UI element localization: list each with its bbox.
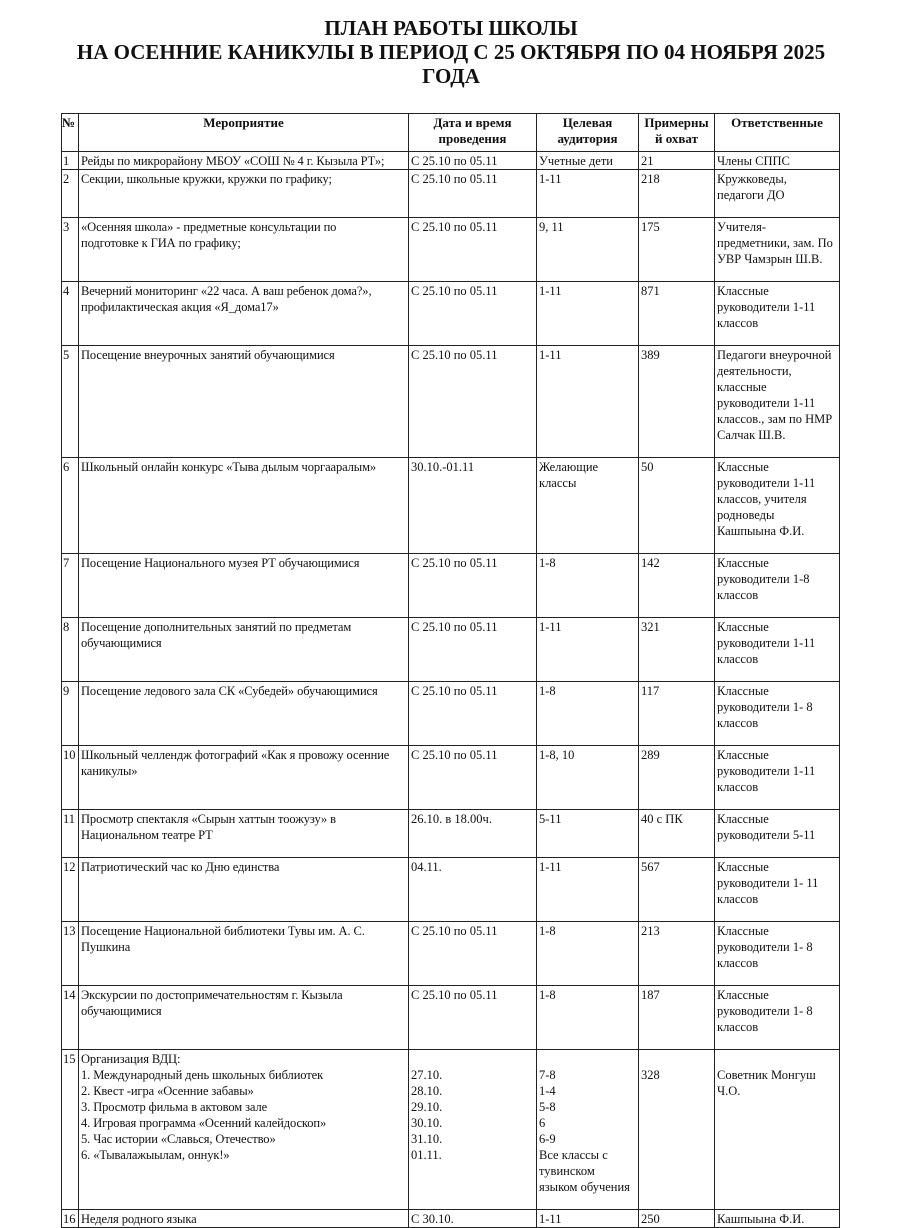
reach-cell: 50 bbox=[639, 458, 715, 554]
table-row bbox=[62, 922, 840, 986]
row-number: 14 bbox=[62, 986, 79, 1050]
table-row bbox=[62, 152, 840, 170]
row-number: 1 bbox=[62, 152, 79, 170]
reach-cell: 218 bbox=[639, 170, 715, 218]
audience-cell: 1-11 bbox=[537, 618, 639, 682]
event-cell: Экскурсии по достопримечательностям г. Кызыла обучающимися bbox=[79, 986, 409, 1050]
audience-cell: 7-8 1-4 5-8 6 6-9 Все классы с тувинском языком обучения bbox=[537, 1050, 639, 1210]
event-cell: «Осенняя школа» - предметные консультации по подготовке к ГИА по графику; bbox=[79, 218, 409, 282]
reach-cell: 328 bbox=[639, 1050, 715, 1210]
responsible-cell: Классные руководители 1- 8 классов bbox=[715, 922, 840, 986]
event-cell: Посещение внеурочных занятий обучающимися bbox=[79, 346, 409, 458]
row-number: 2 bbox=[62, 170, 79, 218]
date-cell: С 25.10 по 05.11 bbox=[409, 218, 537, 282]
responsible-cell: Классные руководители 1- 11 классов bbox=[715, 858, 840, 922]
audience-cell: 5-11 bbox=[537, 810, 639, 858]
responsible-cell: Классные руководители 1-11 классов, учителя родноведы Кашпыына Ф.И. bbox=[715, 458, 840, 554]
date-cell: С 25.10 по 05.11 bbox=[409, 170, 537, 218]
document-title bbox=[0, 16, 902, 88]
header-number: № bbox=[62, 114, 79, 152]
row-number: 11 bbox=[62, 810, 79, 858]
row-number: 9 bbox=[62, 682, 79, 746]
date-cell: С 25.10 по 05.11 bbox=[409, 922, 537, 986]
row-number: 3 bbox=[62, 218, 79, 282]
table-row bbox=[62, 618, 840, 682]
table-row bbox=[62, 858, 840, 922]
title-line-2: НА ОСЕННИЕ КАНИКУЛЫ В ПЕРИОД С 25 ОКТЯБРЯ ПО 04 НОЯБРЯ 2025 bbox=[76, 40, 826, 64]
date-cell: С 25.10 по 05.11 bbox=[409, 986, 537, 1050]
audience-cell: Желающие классы bbox=[537, 458, 639, 554]
table-row bbox=[62, 810, 840, 858]
date-cell: С 25.10 по 05.11 bbox=[409, 618, 537, 682]
audience-cell: 1-8 bbox=[537, 922, 639, 986]
audience-cell: 1-11 bbox=[537, 858, 639, 922]
responsible-cell: Классные руководители 5-11 bbox=[715, 810, 840, 858]
reach-cell: 187 bbox=[639, 986, 715, 1050]
date-cell: С 25.10 по 05.11 bbox=[409, 554, 537, 618]
date-cell: 26.10. в 18.00ч. bbox=[409, 810, 537, 858]
header-audience: Целевая аудитория bbox=[537, 114, 639, 152]
table-row bbox=[62, 746, 840, 810]
audience-cell: 1-11 bbox=[537, 346, 639, 458]
row-number: 5 bbox=[62, 346, 79, 458]
responsible-cell: Советник Монгуш Ч.О. bbox=[715, 1050, 840, 1210]
date-cell: С 25.10 по 05.11 bbox=[409, 346, 537, 458]
table-row bbox=[62, 282, 840, 346]
table-row bbox=[62, 1210, 840, 1228]
audience-cell: 1-11 bbox=[537, 282, 639, 346]
row-number: 6 bbox=[62, 458, 79, 554]
responsible-cell: Классные руководители 1-11 классов bbox=[715, 282, 840, 346]
responsible-cell: Классные руководители 1- 8 классов bbox=[715, 682, 840, 746]
event-cell: Посещение Национального музея РТ обучающимися bbox=[79, 554, 409, 618]
event-cell: Посещение Национальной библиотеки Тувы им. А. С. Пушкина bbox=[79, 922, 409, 986]
reach-cell: 871 bbox=[639, 282, 715, 346]
row-number: 16 bbox=[62, 1210, 79, 1228]
header-reach: Примерны й охват bbox=[639, 114, 715, 152]
audience-cell: 1-8 bbox=[537, 554, 639, 618]
date-cell: С 30.10. bbox=[409, 1210, 537, 1228]
responsible-cell: Классные руководители 1-11 классов bbox=[715, 618, 840, 682]
row-number: 15 bbox=[62, 1050, 79, 1210]
reach-cell: 250 bbox=[639, 1210, 715, 1228]
event-cell: Рейды по микрорайону МБОУ «СОШ № 4 г. Кызыла РТ»; bbox=[79, 152, 409, 170]
audience-cell: 1-8 bbox=[537, 682, 639, 746]
audience-cell: 1-8, 10 bbox=[537, 746, 639, 810]
event-cell: Вечерний мониторинг «22 часа. А ваш ребенок дома?», профилактическая акция «Я_дома17» bbox=[79, 282, 409, 346]
event-cell: Неделя родного языка bbox=[79, 1210, 409, 1228]
reach-cell: 21 bbox=[639, 152, 715, 170]
title-line-1: ПЛАН РАБОТЫ ШКОЛЫ bbox=[324, 16, 578, 40]
event-cell: Патриотический час ко Дню единства bbox=[79, 858, 409, 922]
reach-cell: 117 bbox=[639, 682, 715, 746]
reach-cell: 389 bbox=[639, 346, 715, 458]
responsible-cell: Кашпыына Ф.И. bbox=[715, 1210, 840, 1228]
table-row bbox=[62, 458, 840, 554]
row-number: 4 bbox=[62, 282, 79, 346]
date-cell: 27.10. 28.10. 29.10. 30.10. 31.10. 01.11. bbox=[409, 1050, 537, 1210]
reach-cell: 175 bbox=[639, 218, 715, 282]
event-cell: Организация ВДЦ: 1. Международный день школьных библиотек 2. Квест -игра «Осенние забавы» 3. Просмотр фильма в актовом зале 4. Игровая программа «Осенний калейдоскоп» 5. Час истории «Славься, Отечество» 6. «Тывалажыылам, оннук!» bbox=[79, 1050, 409, 1210]
event-cell: Секции, школьные кружки, кружки по графику; bbox=[79, 170, 409, 218]
responsible-cell: Классные руководители 1-11 классов bbox=[715, 746, 840, 810]
event-cell: Посещение ледового зала СК «Субедей» обучающимися bbox=[79, 682, 409, 746]
table-row bbox=[62, 218, 840, 282]
header-event: Мероприятие bbox=[79, 114, 409, 152]
date-cell: 04.11. bbox=[409, 858, 537, 922]
reach-cell: 40 с ПК bbox=[639, 810, 715, 858]
plan-table bbox=[61, 113, 840, 1228]
row-number: 7 bbox=[62, 554, 79, 618]
row-number: 13 bbox=[62, 922, 79, 986]
responsible-cell: Классные руководители 1- 8 классов bbox=[715, 986, 840, 1050]
table-row bbox=[62, 1050, 840, 1210]
event-cell: Посещение дополнительных занятий по предметам обучающимися bbox=[79, 618, 409, 682]
row-number: 8 bbox=[62, 618, 79, 682]
date-cell: С 25.10 по 05.11 bbox=[409, 746, 537, 810]
table-row bbox=[62, 346, 840, 458]
header-responsible: Ответственные bbox=[715, 114, 840, 152]
title-line-3: ГОДА bbox=[422, 64, 480, 88]
audience-cell: 1-11 bbox=[537, 170, 639, 218]
responsible-cell: Учителя- предметники, зам. По УВР Чамзрын Ш.В. bbox=[715, 218, 840, 282]
responsible-cell: Члены СППС bbox=[715, 152, 840, 170]
date-cell: 30.10.-01.11 bbox=[409, 458, 537, 554]
table-row bbox=[62, 554, 840, 618]
reach-cell: 567 bbox=[639, 858, 715, 922]
row-number: 10 bbox=[62, 746, 79, 810]
table-row bbox=[62, 986, 840, 1050]
audience-cell: 1-8 bbox=[537, 986, 639, 1050]
date-cell: С 25.10 по 05.11 bbox=[409, 152, 537, 170]
event-cell: Школьный онлайн конкурс «Тыва дылым чоргааралым» bbox=[79, 458, 409, 554]
row-number: 12 bbox=[62, 858, 79, 922]
header-date: Дата и время проведения bbox=[409, 114, 537, 152]
table-header-row bbox=[62, 114, 840, 152]
reach-cell: 289 bbox=[639, 746, 715, 810]
table-row bbox=[62, 170, 840, 218]
responsible-cell: Кружковеды, педагоги ДО bbox=[715, 170, 840, 218]
audience-cell: Учетные дети bbox=[537, 152, 639, 170]
event-cell: Просмотр спектакля «Сырын хаттын тоожузу» в Национальном театре РТ bbox=[79, 810, 409, 858]
audience-cell: 9, 11 bbox=[537, 218, 639, 282]
date-cell: С 25.10 по 05.11 bbox=[409, 682, 537, 746]
event-cell: Школьный челлендж фотографий «Как я провожу осенние каникулы» bbox=[79, 746, 409, 810]
table-row bbox=[62, 682, 840, 746]
reach-cell: 213 bbox=[639, 922, 715, 986]
responsible-cell: Классные руководители 1-8 классов bbox=[715, 554, 840, 618]
audience-cell: 1-11 bbox=[537, 1210, 639, 1228]
reach-cell: 321 bbox=[639, 618, 715, 682]
reach-cell: 142 bbox=[639, 554, 715, 618]
responsible-cell: Педагоги внеурочной деятельности, классные руководители 1-11 классов., зам по НМР Салчак Ш.В. bbox=[715, 346, 840, 458]
date-cell: С 25.10 по 05.11 bbox=[409, 282, 537, 346]
